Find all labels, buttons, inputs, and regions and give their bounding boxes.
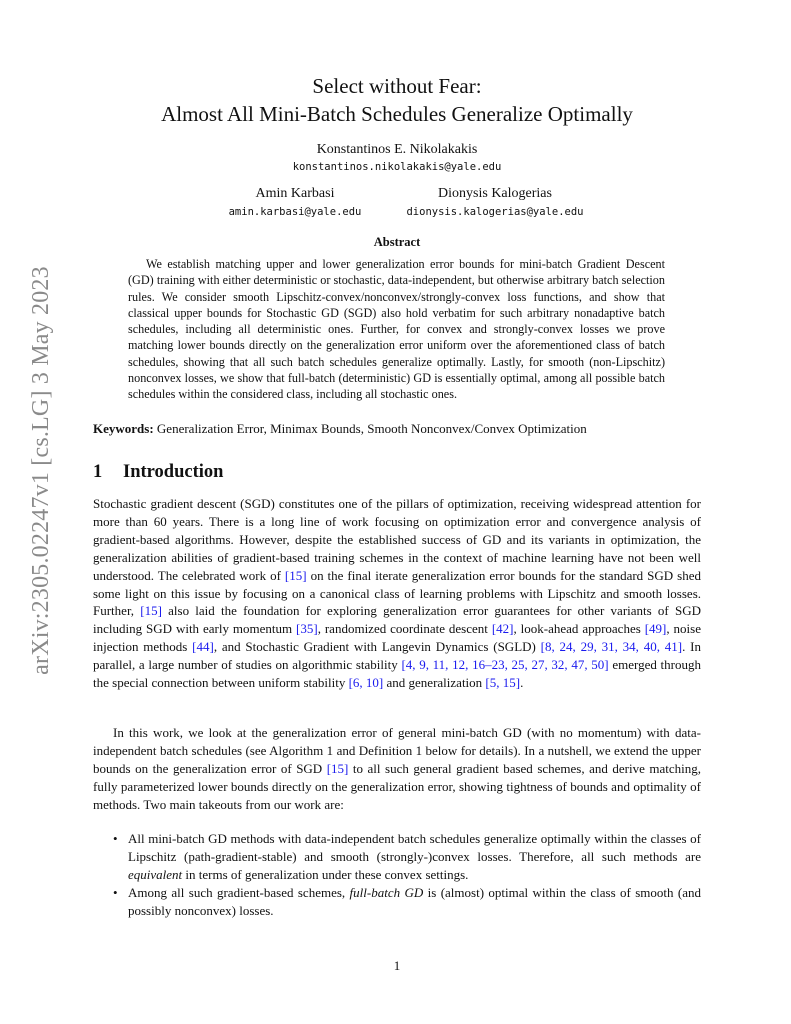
- author-email-2[interactable]: amin.karbasi@yale.edu: [228, 206, 362, 218]
- citation-link[interactable]: [49]: [644, 621, 667, 637]
- arxiv-side-stamp: [20, 245, 62, 695]
- citation-link[interactable]: [15]: [284, 567, 307, 583]
- arxiv-identifier: arXiv:2305.02247v1 [cs.LG] 3 May 2023: [27, 265, 54, 675]
- citation-link[interactable]: [42]: [491, 621, 514, 637]
- section-title: Introduction: [123, 462, 224, 482]
- page-number: 1: [393, 958, 401, 973]
- citation-link[interactable]: [4, 9, 11, 12, 16–23, 25, 27, 32, 47, 50]: [401, 657, 609, 673]
- citation-link[interactable]: [8, 24, 29, 31, 34, 40, 41]: [540, 639, 683, 655]
- title-line-2: Almost All Mini-Batch Schedules Generalize Optimally: [161, 102, 633, 126]
- text-span: in terms of generalization under these convex settings.: [182, 866, 469, 882]
- text-span: emerged through the special connection between uniform stability: [93, 657, 701, 691]
- citation-link[interactable]: [35]: [296, 621, 318, 637]
- text-span: and generalization: [383, 675, 486, 691]
- citation-link[interactable]: [5, 15]: [485, 675, 521, 691]
- section-number: 1: [93, 462, 103, 482]
- list-item: [93, 884, 701, 920]
- keywords-label: Keywords:: [93, 421, 154, 436]
- author-name-2: Amin Karbasi: [255, 186, 335, 201]
- takeaways-list: [93, 830, 701, 920]
- author-name-3: Dionysis Kalogerias: [438, 186, 552, 201]
- text-span: .: [520, 675, 524, 691]
- keywords-text: Generalization Error, Minimax Bounds, Smooth Nonconvex/Convex Optimization: [156, 421, 587, 436]
- text-span: In this work, we look at the generalization error of general mini-batch GD (with no momentum) with data-independent batch schedules (see Algorithm 1 and Definition 1 below for details). In a nutshell, we extend the upper bounds on the generalization error of SGD: [93, 725, 701, 776]
- keywords-line: [93, 420, 701, 437]
- citation-link[interactable]: [15]: [326, 760, 349, 776]
- text-span: is (almost) optimal within the class of smooth (and possibly nonconvex) losses.: [128, 884, 701, 918]
- text-span: , and Stochastic Gradient with Langevin Dynamics (SGLD): [213, 639, 541, 655]
- author-name-1: Konstantinos E. Nikolakakis: [316, 142, 478, 157]
- author-email-3[interactable]: dionysis.kalogerias@yale.edu: [406, 206, 584, 218]
- paper-title: [93, 72, 701, 128]
- text-span: to all such general gradient based schemes, and derive matching, fully parameterized lower bounds directly on the generalization error, showing tightness of bounds and optimality of methods. Two main takeouts from our work are:: [93, 760, 701, 812]
- abstract-text: We establish matching upper and lower generalization error bounds for mini-batch Gradient Descent (GD) training with either deterministic or stochastic, data-independent, but otherwise arbitrary batch selection rules. We consider smooth Lipschitz-convex/nonconvex/strongly-convex loss functions, and show that classical upper bounds for Stochastic GD (SGD) also hold verbatim for such arbitrary nonadaptive batch schedules, including all deterministic ones. Further, for convex and strongly-convex losses we prove matching lower bounds directly on the generalization error uniform over the aforementioned class of batch schedules, showing that all such batch schedules generalize optimally. Lastly, for smooth (non-Lipschitz) nonconvex losses, we show that full-batch (deterministic) GD is essentially optimal, among all possible batch schedules within the considered class, including all stochastic ones.: [128, 257, 665, 402]
- citation-link[interactable]: [44]: [192, 639, 214, 655]
- title-line-1: Select without Fear:: [312, 74, 482, 98]
- intro-paragraph-2: [93, 724, 701, 814]
- citation-link[interactable]: [15]: [140, 603, 162, 619]
- text-span: Among all such gradient-based schemes,: [128, 884, 350, 900]
- emphasis-text: equivalent: [128, 866, 183, 882]
- text-span: , noise injection methods: [93, 621, 701, 655]
- emphasis-text: full-batch GD: [349, 884, 424, 900]
- text-span: also laid the foundation for exploring generalization error guarantees for other variants of SGD including SGD with early momentum: [93, 603, 701, 637]
- intro-paragraph-1: [93, 495, 701, 692]
- text-span: , randomized coordinate descent: [317, 621, 492, 637]
- text-span: All mini-batch GD methods with data-independent batch schedules generalize optimally within the classes of Lipschitz (path-gradient-stable) and smooth (strongly-)convex losses. Therefore, all such methods are: [128, 831, 701, 864]
- section-heading-introduction: [93, 460, 223, 484]
- text-span: . In parallel, a large number of studies on algorithmic stability: [93, 639, 701, 673]
- abstract-heading: Abstract: [373, 235, 421, 249]
- text-span: , look-ahead approaches: [513, 621, 645, 637]
- text-span: Stochastic gradient descent (SGD) constitutes one of the pillars of optimization, receiving widespread attention for more than 60 years. There is a long line of work focusing on optimization error and convergence analysis of gradient-based algorithms. However, despite the established success of GD and its variants in optimization, the generalization abilities of gradient-based training schemes in the context of machine learning have not been well understood. The celebrated work of: [93, 496, 701, 583]
- list-item: [93, 830, 701, 884]
- author-email-1[interactable]: konstantinos.nikolakakis@yale.edu: [292, 161, 502, 173]
- text-span: on the final iterate generalization error bounds for the standard SGD shed some light on this issue by focusing on a canonical class of learning problems with Lipschitz and smooth losses. Further,: [93, 567, 701, 619]
- citation-link[interactable]: [6, 10]: [348, 675, 384, 691]
